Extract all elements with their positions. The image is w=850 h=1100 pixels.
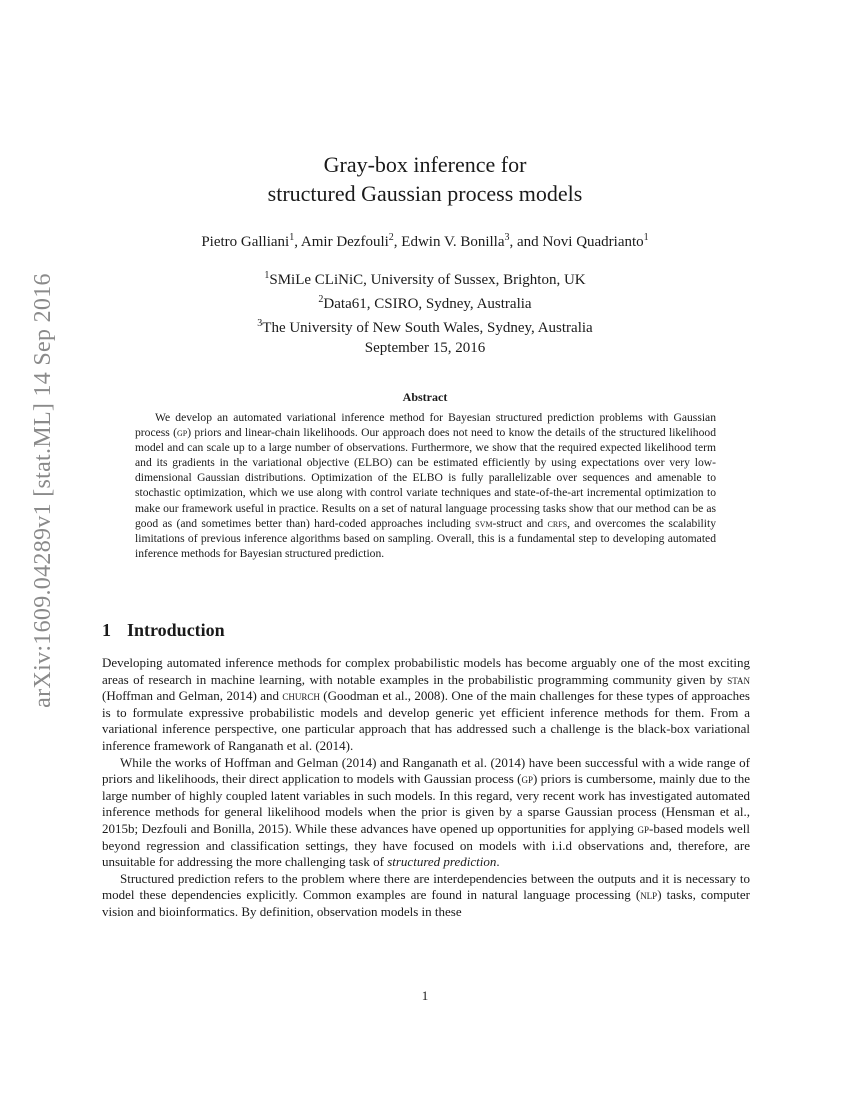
paragraph-acronym: gp (637, 820, 650, 836)
abstract-text: -struct and (492, 516, 548, 530)
abstract-acronym: gp (176, 426, 188, 440)
affiliation-line (0, 266, 850, 290)
abstract-text: ) priors and linear-chain likelihoods. Our approach does not need to know the details of the structured likelihood model and can scale up to a large number of observations. Furthermore, we show that the required expected likelihood term and its gradients in the variational objective (ELBO) can be estimated efficiently by using expectations over very low-dimensional Gaussian distributions. Optimization of the ELBO is fully parallelizable over sequences and amenable to stochastic optimization, which we use along with control variate techniques and state-of-the-art incremental optimization to make our framework useful in practice. Results on a set of natural language processing tasks show that our method can be as good as (and sometimes better than) hard-coded approaches including (135, 426, 716, 530)
author-separator: , (294, 234, 301, 250)
author-list (0, 228, 850, 252)
arxiv-identifier-text: arXiv:1609.04289v1 [stat.ML] 14 Sep 2016 (29, 272, 56, 708)
affiliation-text: Data61, CSIRO, Sydney, Australia (323, 296, 532, 312)
paragraph-text: Developing automated inference methods for complex probabilistic models has become arguably one of the most exciting areas of research in machine learning, with notable examples in the probabilistic programming community given by (102, 655, 750, 687)
paragraph-acronym: nlp (640, 887, 658, 903)
author-separator: , and (509, 234, 543, 250)
affiliation-list (0, 266, 850, 338)
affiliation-line (0, 314, 850, 338)
paragraph-text: -based models well beyond regression and classification settings, they have focused on models with i.i.d observations and, therefore, are unsuitable for addressing the more challenging task of (102, 820, 750, 870)
abstract-heading: Abstract (402, 390, 448, 404)
paragraph-acronym: church (282, 688, 320, 704)
paper-title (0, 150, 850, 208)
paragraph-acronym: gp (521, 771, 533, 787)
title-line-2: structured Gaussian process models (267, 181, 583, 206)
affiliation-mark: 1 (264, 270, 270, 281)
abstract-body (135, 410, 716, 561)
introduction-body (102, 655, 750, 921)
author-affiliation-mark: 1 (289, 232, 295, 243)
paragraph-text: While the works of Hoffman and Gelman (2014) and Ranganath et al. (2014) have been successful with a wide range of priors and likelihoods, their direct application to models with Gaussian process ( (102, 754, 750, 787)
affiliation-line (0, 290, 850, 314)
page-number: 1 (421, 988, 429, 1003)
paragraph (102, 755, 750, 871)
affiliation-mark: 3 (257, 318, 263, 329)
paragraph-acronym: stan (727, 671, 750, 687)
paragraph-text: ) priors is cumbersome, mainly due to the large number of highly coupled latent variables in such models. In this regard, very recent work has investigated automated inference methods for general likelihood models when the prior is given by a sparse Gaussian process (Hensman et al., 2015b; Dezfouli and Bonilla, 2015). While these advances have opened up opportunities for applying (102, 771, 750, 836)
paragraph-text: (Goodman et al., 2008). One of the main challenges for these types of approaches is to formulate expressive probabilistic models and develop generic yet efficient inference methods for them. From a variational inference perspective, one particular approach that has addressed such a challenge is the black-box variational inference framework of Ranganath et al. (2014). (102, 688, 750, 753)
abstract-text: We develop an automated variational inference method for Bayesian structured prediction problems with Gaussian process ( (135, 411, 716, 440)
abstract-acronym: svm (475, 516, 493, 530)
paragraph (102, 871, 750, 921)
author-separator: , (393, 234, 402, 250)
publication-date: September 15, 2016 (364, 340, 486, 356)
paragraph (102, 655, 750, 755)
author-name: Novi Quadrianto (542, 234, 644, 250)
affiliation-text: SMiLe CLiNiC, University of Sussex, Brighton, UK (269, 272, 586, 288)
abstract-text: , and overcomes the scalability limitations of previous inference algorithms based on sampling. Overall, this is a fundamental step to developing automated inference methods for Bayesian structured prediction. (135, 516, 717, 560)
author-affiliation-mark: 3 (504, 232, 510, 243)
affiliation-mark: 2 (318, 294, 324, 305)
author-affiliation-mark: 2 (388, 232, 394, 243)
paragraph-emphasis: structured prediction (387, 854, 497, 870)
author-name: Amir Dezfouli (300, 234, 389, 250)
paragraph-text: Structured prediction refers to the problem where there are interdependencies between the outputs and it is necessary to model these dependencies explicitly. Common examples are found in natural language processing ( (102, 870, 750, 903)
author-name: Edwin V. Bonilla (401, 234, 505, 250)
paragraph-text: (Hoffman and Gelman, 2014) and (102, 688, 283, 704)
author-affiliation-mark: 1 (643, 232, 649, 243)
section-heading (102, 620, 225, 641)
author-name: Pietro Galliani (201, 234, 290, 250)
paragraph-text: ) tasks, computer vision and bioinformatics. By definition, observation models in these (102, 887, 750, 919)
paragraph-text: . (496, 854, 500, 870)
section-number: 1 (102, 620, 111, 640)
abstract-acronym: crfs (547, 516, 568, 530)
section-title: Introduction (127, 620, 225, 640)
title-line-1: Gray-box inference for (323, 152, 527, 177)
affiliation-text: The University of New South Wales, Sydney, Australia (262, 320, 593, 336)
